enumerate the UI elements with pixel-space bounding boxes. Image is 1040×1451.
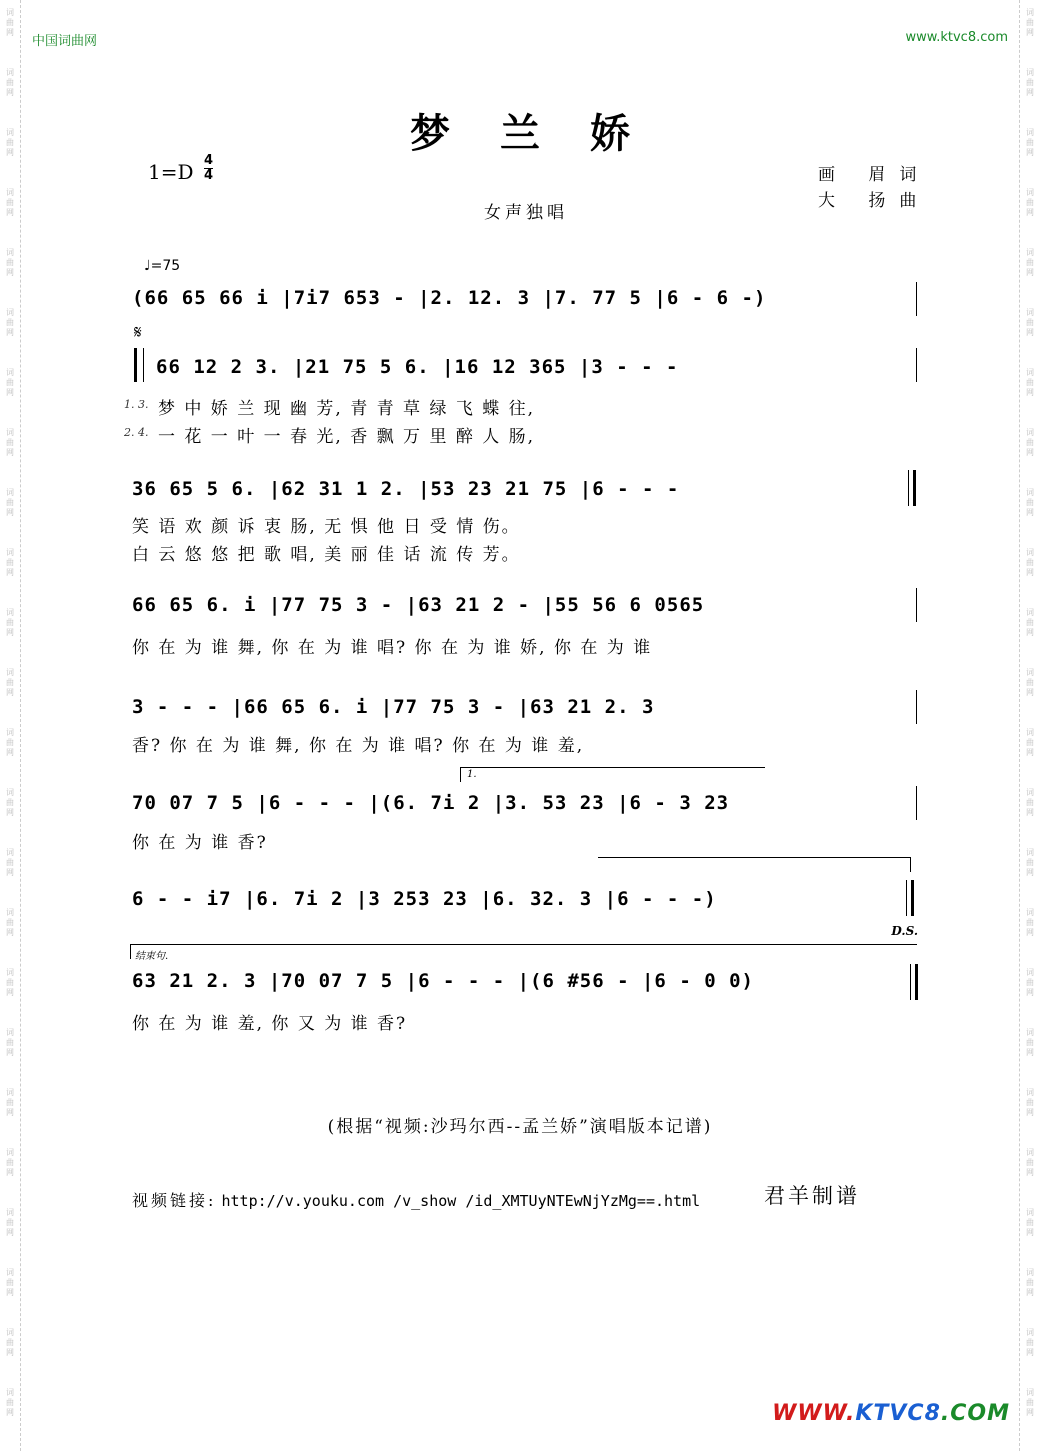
watermark-text: 词 曲 网: [6, 908, 14, 937]
barline: [916, 282, 917, 316]
segno-sign: 𝄋: [134, 322, 142, 343]
repeat-end-barline: [908, 470, 916, 506]
coda-bracket: [130, 944, 917, 962]
watermark-text: 词 曲 网: [6, 188, 14, 217]
watermark-text: 词 曲 网: [1026, 248, 1034, 277]
logo-brand: KTVC8: [855, 1401, 941, 1426]
logo-prefix: WWW.: [772, 1401, 856, 1426]
lyric-line-2-verse-2: 一 花 一 叶 一 春 光, 香 飘 万 里 醉 人 肠,: [158, 427, 536, 447]
watermark-text: 词 曲 网: [6, 8, 14, 37]
song-title: 梦兰娇: [410, 110, 680, 157]
watermark-text: 词 曲 网: [6, 788, 14, 817]
performance-type: 女声独唱: [484, 203, 568, 223]
watermark-text: 词 曲 网: [1026, 908, 1034, 937]
watermark-text: 词 曲 网: [1026, 1388, 1034, 1417]
watermark-text: 词 曲 网: [1026, 788, 1034, 817]
watermark-text: 词 曲 网: [1026, 1268, 1034, 1297]
watermark-text: 词 曲 网: [1026, 1028, 1034, 1057]
watermark-text: 词 曲 网: [1026, 548, 1034, 577]
site-name: 中国词曲网: [32, 34, 98, 49]
watermark-text: 词 曲 网: [6, 548, 14, 577]
watermark-text: 词 曲 网: [6, 1388, 14, 1417]
watermark-text: 词 曲 网: [6, 1088, 14, 1117]
lyric-line-5: 香? 你 在 为 谁 舞, 你 在 为 谁 唱? 你 在 为 谁 羞,: [132, 736, 585, 756]
watermark-text: 词 曲 网: [6, 128, 14, 157]
repeat-start-barline: [134, 348, 144, 382]
watermark-text: 词 曲 网: [1026, 1328, 1034, 1357]
tempo-marking: ♩=75: [144, 258, 181, 274]
barline: [916, 348, 917, 382]
final-barline: [906, 880, 914, 916]
first-ending-label: 1.: [467, 769, 477, 780]
score-line-4-notes: 66 65 6. i |77 75 3 - |63 21 2 - |55 56 6 0565: [132, 594, 705, 616]
lyricist-credit: 画 眉词: [818, 165, 931, 185]
watermark-text: 词 曲 网: [6, 968, 14, 997]
watermark-text: 词 曲 网: [1026, 428, 1034, 457]
lyric-line-3-verse-1: 笑 语 欢 颜 诉 衷 肠, 无 惧 他 日 受 情 伤。: [132, 517, 521, 537]
watermark-text: 词 曲 网: [1026, 488, 1034, 517]
score-line-8-notes: 63 21 2. 3 |70 07 7 5 |6 - - - |(6 #56 - |6 - 0 0): [132, 970, 754, 992]
watermark-text: 词 曲 网: [1026, 1148, 1034, 1177]
logo-suffix: .COM: [940, 1401, 1010, 1426]
watermark-text: 词 曲 网: [1026, 368, 1034, 397]
watermark-text: 词 曲 网: [6, 68, 14, 97]
score-line-5-notes: 3 - - - |66 65 6. i |77 75 3 - |63 21 2. 3: [132, 696, 655, 718]
time-signature: [204, 154, 213, 183]
watermark-text: 词 曲 网: [6, 728, 14, 757]
first-ending-bracket: [460, 767, 765, 782]
watermark-text: 词 曲 网: [1026, 188, 1034, 217]
verse-number-1-3: 1. 3.: [124, 398, 149, 411]
barline: [916, 690, 917, 724]
barline: [916, 588, 917, 622]
video-link-url[interactable]: http://v.youku.com /v_show /id_XMTUyNTEwNjYzMg==.html: [221, 1192, 701, 1210]
lyric-line-3-verse-2: 白 云 悠 悠 把 歌 唱, 美 丽 佳 话 流 传 芳。: [132, 545, 521, 565]
watermark-text: 词 曲 网: [6, 248, 14, 277]
watermark-text: 词 曲 网: [1026, 968, 1034, 997]
watermark-text: 词 曲 网: [6, 428, 14, 457]
time-signature-top: 4: [204, 153, 214, 168]
score-line-6-notes: 70 07 7 5 |6 - - - |(6. 7i 2 |3. 53 23 |6 - 3 23: [132, 792, 730, 814]
watermark-text: 词 曲 网: [6, 1028, 14, 1057]
coda-label: 结束句.: [135, 951, 169, 962]
score-line-7-notes: 6 - - i7 |6. 7i 2 |3 253 23 |6. 32. 3 |6 - - -): [132, 888, 717, 910]
watermark-text: 词 曲 网: [1026, 1208, 1034, 1237]
watermark-text: 词 曲 网: [6, 488, 14, 517]
score-line-1-notes: (66 65 66 i |7i7 653 - |2. 12. 3 |7. 77 5 |6 - 6 -): [132, 287, 767, 309]
dal-segno-mark: D.S.: [891, 924, 918, 938]
watermark-text: 词 曲 网: [1026, 1088, 1034, 1117]
lyric-line-6: 你 在 为 谁 香?: [132, 833, 268, 853]
site-url: www.ktvc8.com: [905, 30, 1008, 45]
watermark-text: 词 曲 网: [1026, 308, 1034, 337]
watermark-text: 词 曲 网: [1026, 848, 1034, 877]
watermark-text: 词 曲 网: [6, 1208, 14, 1237]
time-signature-bottom: 4: [204, 168, 214, 183]
score-line-3-notes: 36 65 5 6. |62 31 1 2. |53 23 21 75 |6 - - -: [132, 478, 680, 500]
watermark-text: 词 曲 网: [1026, 608, 1034, 637]
video-link-row: [132, 1188, 700, 1211]
source-note: (根据“视频:沙玛尔西--孟兰娇”演唱版本记谱): [327, 1117, 713, 1137]
lyric-line-2-verse-1: 梦 中 娇 兰 现 幽 芳, 青 青 草 绿 飞 蝶 往,: [158, 399, 536, 419]
barline: [916, 786, 917, 820]
ktvc8-logo[interactable]: [772, 1401, 1010, 1426]
verse-number-2-4: 2. 4.: [124, 426, 149, 439]
watermark-text: 词 曲 网: [6, 668, 14, 697]
watermark-text: 词 曲 网: [6, 848, 14, 877]
watermark-text: 词 曲 网: [6, 308, 14, 337]
transcriber-signature: 君羊制谱: [764, 1184, 860, 1208]
composer-credit: 大 扬曲: [818, 191, 931, 211]
watermark-text: 词 曲 网: [1026, 668, 1034, 697]
watermark-text: 词 曲 网: [6, 1268, 14, 1297]
watermark-text: 词 曲 网: [6, 1148, 14, 1177]
watermark-text: 词 曲 网: [6, 1328, 14, 1357]
key-signature: 1=D: [148, 160, 194, 184]
watermark-text: 词 曲 网: [6, 368, 14, 397]
watermark-text: 词 曲 网: [6, 608, 14, 637]
lyric-line-8: 你 在 为 谁 羞, 你 又 为 谁 香?: [132, 1014, 408, 1034]
watermark-text: 词 曲 网: [1026, 128, 1034, 157]
watermark-text: 词 曲 网: [1026, 728, 1034, 757]
watermark-text: 词 曲 网: [1026, 8, 1034, 37]
ending-bracket: [598, 857, 911, 872]
watermark-text: 词 曲 网: [1026, 68, 1034, 97]
lyric-line-4: 你 在 为 谁 舞, 你 在 为 谁 唱? 你 在 为 谁 娇, 你 在 为 谁: [132, 638, 653, 658]
video-link-label: 视频链接:: [132, 1191, 217, 1210]
score-line-2-notes: 66 12 2 3. |21 75 5 6. |16 12 365 |3 - - -: [156, 356, 679, 378]
final-barline: [910, 964, 918, 1000]
